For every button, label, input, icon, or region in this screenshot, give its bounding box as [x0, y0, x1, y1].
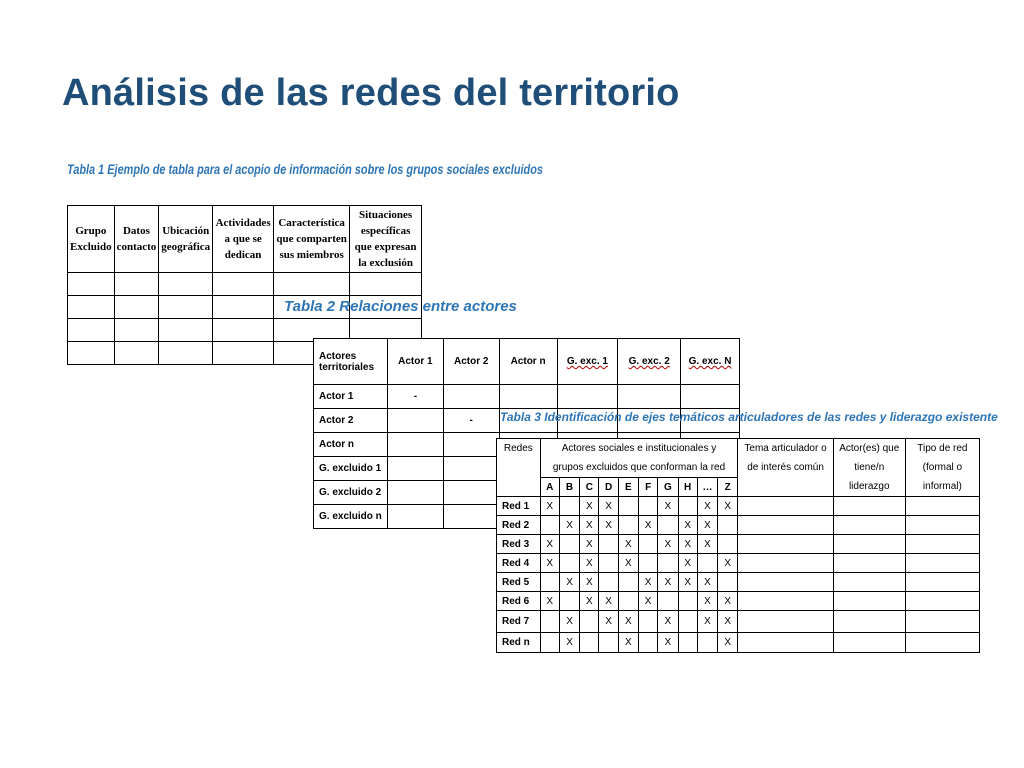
table3-empty-cell [540, 573, 559, 592]
table3-empty-cell [658, 516, 678, 535]
table3-empty-cell [678, 611, 697, 633]
table3-x-mark: X [599, 497, 618, 516]
table3-empty-cell [833, 535, 905, 554]
table2-row-label: G. excluido 2 [314, 481, 388, 505]
table1-empty-cell [114, 296, 159, 319]
table3-empty-cell [905, 592, 979, 611]
table3-x-mark: X [580, 573, 599, 592]
table3-empty-cell [599, 535, 618, 554]
table3-header-tipo: Tipo de red (formal o informal) [905, 439, 979, 497]
table3-letter-cell: C [580, 478, 599, 497]
table3-x-mark: X [658, 633, 678, 653]
table3-x-mark: X [718, 611, 738, 633]
table3-x-mark: X [718, 633, 738, 653]
table3-letter-cell: H [678, 478, 697, 497]
table3-empty-cell [905, 516, 979, 535]
table3-empty-cell [559, 535, 579, 554]
table3-x-mark: X [718, 497, 738, 516]
table1-empty-cell [159, 273, 213, 296]
table3-header-tema: Tema articulador o de interés común [738, 439, 833, 497]
table2-cell [387, 457, 443, 481]
table3-x-mark: X [638, 516, 657, 535]
table3-caption: Tabla 3 Identificación de ejes temáticos articuladores de las redes y liderazgo existente [500, 410, 998, 424]
table3-empty-cell [618, 573, 638, 592]
table3-x-mark: X [599, 516, 618, 535]
table3-letter-cell: F [638, 478, 657, 497]
table3-empty-cell [718, 516, 738, 535]
table3-empty-cell [658, 592, 678, 611]
table1-header-cell: Actividades a que se dedican [213, 206, 274, 273]
table3-x-mark: X [678, 554, 697, 573]
table1-empty-cell [350, 273, 422, 296]
table3-empty-cell [559, 554, 579, 573]
table3-letter-cell: A [540, 478, 559, 497]
table3-x-mark: X [559, 573, 579, 592]
table3-empty-cell [718, 535, 738, 554]
table3-empty-cell [905, 573, 979, 592]
table3-letter-cell: E [618, 478, 638, 497]
table3-empty-cell [738, 611, 833, 633]
table3-empty-cell [718, 573, 738, 592]
table2-header-cell: G. exc. 1 [557, 339, 618, 385]
table2-row-label: Actor 2 [314, 409, 388, 433]
table3-row-label: Red 2 [497, 516, 541, 535]
table2-cell [557, 385, 618, 409]
table2-header-cell: Actor n [499, 339, 557, 385]
table1-empty-cell [213, 319, 274, 342]
table2-row-label: G. excluido n [314, 505, 388, 529]
table3-x-mark: X [658, 611, 678, 633]
table3-empty-cell [833, 633, 905, 653]
table3-x-mark: X [559, 611, 579, 633]
table3-x-mark: X [559, 633, 579, 653]
table2-cell [499, 385, 557, 409]
table3-empty-cell [833, 573, 905, 592]
table2-diagonal-dash: - [443, 409, 499, 433]
table3-row [497, 516, 980, 535]
table3-row-label: Red 3 [497, 535, 541, 554]
table3-empty-cell [833, 611, 905, 633]
table3-empty-cell [905, 535, 979, 554]
table3-header-redes: Redes [497, 439, 541, 497]
table3-x-mark: X [678, 516, 697, 535]
table2-caption: Tabla 2 Relaciones entre actores [284, 298, 517, 315]
table3-empty-cell [638, 535, 657, 554]
table3-x-mark: X [580, 554, 599, 573]
table3-empty-cell [540, 516, 559, 535]
table3-empty-cell [738, 592, 833, 611]
table3-x-mark: X [678, 573, 697, 592]
table2-header-cell: Actor 1 [387, 339, 443, 385]
table3-row [497, 633, 980, 653]
table3-empty-cell [658, 554, 678, 573]
table2-cell [443, 505, 499, 529]
table1-empty-cell [213, 296, 274, 319]
table1-header-cell: Situaciones específicas que expresan la exclusión [350, 206, 422, 273]
table2-cell [443, 481, 499, 505]
table3-x-mark: X [697, 516, 717, 535]
table3-row-label: Red n [497, 633, 541, 653]
table3-x-mark: X [618, 633, 638, 653]
table3-row-label: Red 6 [497, 592, 541, 611]
table3-x-mark: X [540, 535, 559, 554]
table3-row-label: Red 4 [497, 554, 541, 573]
table3-x-mark: X [540, 554, 559, 573]
table3-letter-cell: B [559, 478, 579, 497]
table3-x-mark: X [618, 611, 638, 633]
table3-row [497, 611, 980, 633]
table2-cell [618, 385, 681, 409]
table3-x-mark: X [580, 535, 599, 554]
table1-empty-cell [114, 319, 159, 342]
table3-empty-cell [559, 497, 579, 516]
table3-x-mark: X [697, 592, 717, 611]
table3-empty-cell [833, 592, 905, 611]
table2-row-label: G. excluido 1 [314, 457, 388, 481]
table1-empty-cell [68, 319, 115, 342]
table1-empty-cell [213, 273, 274, 296]
table3-empty-cell [905, 497, 979, 516]
table1-header-row [68, 206, 422, 273]
table1-header-cell: Ubicación geográfica [159, 206, 213, 273]
table3-empty-cell [540, 611, 559, 633]
table3-empty-cell [580, 633, 599, 653]
table3-row-label: Red 7 [497, 611, 541, 633]
table3-letter-cell: G [658, 478, 678, 497]
table2-cell [387, 409, 443, 433]
table1-empty-cell [213, 342, 274, 365]
table3-x-mark: X [718, 554, 738, 573]
table3-empty-cell [618, 516, 638, 535]
table3-empty-cell [638, 611, 657, 633]
table1-header-cell: Característica que comparten sus miembros [274, 206, 350, 273]
table3-empty-cell [580, 611, 599, 633]
table2-cell [443, 385, 499, 409]
table2-cell [443, 457, 499, 481]
table3-empty-cell [618, 497, 638, 516]
table3 [496, 438, 980, 653]
table3-row-label: Red 5 [497, 573, 541, 592]
table3-x-mark: X [540, 592, 559, 611]
table3-empty-cell [678, 497, 697, 516]
table3-x-mark: X [559, 516, 579, 535]
table3-header-actores: Actores sociales e institucionales y grupos excluidos que conforman la red [540, 439, 738, 478]
table3-empty-cell [599, 633, 618, 653]
table2-cell [681, 385, 740, 409]
table3-row [497, 554, 980, 573]
table3-letter-cell: Z [718, 478, 738, 497]
table3-empty-cell [638, 554, 657, 573]
table3-x-mark: X [697, 611, 717, 633]
table3-x-mark: X [618, 535, 638, 554]
slide-title: Análisis de las redes del territorio [62, 72, 680, 114]
table3-empty-cell [697, 633, 717, 653]
table3-letter-cell: … [697, 478, 717, 497]
table3-empty-cell [559, 592, 579, 611]
table3-x-mark: X [697, 497, 717, 516]
table3-row [497, 592, 980, 611]
table2-row [314, 385, 740, 409]
table2-cell [387, 505, 443, 529]
table2-header-cell: G. exc. N [681, 339, 740, 385]
table3-x-mark: X [580, 497, 599, 516]
table3-empty-cell [738, 554, 833, 573]
table3-empty-cell [905, 611, 979, 633]
table1-header-cell: Grupo Excluido [68, 206, 115, 273]
table3-letter-cell: D [599, 478, 618, 497]
table3-x-mark: X [697, 535, 717, 554]
table3-x-mark: X [580, 592, 599, 611]
table3-empty-cell [599, 573, 618, 592]
table3-x-mark: X [540, 497, 559, 516]
table2-header-cell: Actores territoriales [314, 339, 388, 385]
table3-empty-cell [738, 633, 833, 653]
table3-header-row [497, 439, 980, 478]
table1-empty-cell [159, 296, 213, 319]
table3-empty-cell [738, 535, 833, 554]
table2-row-label: Actor n [314, 433, 388, 457]
table3-empty-cell [833, 497, 905, 516]
table1-empty-cell [114, 273, 159, 296]
table3-x-mark: X [697, 573, 717, 592]
table3-x-mark: X [658, 573, 678, 592]
table3-x-mark: X [678, 535, 697, 554]
table2-diagonal-dash: - [387, 385, 443, 409]
table3-empty-cell [905, 554, 979, 573]
table3-empty-cell [833, 516, 905, 535]
table3-x-mark: X [658, 497, 678, 516]
table3-empty-cell [905, 633, 979, 653]
table3-empty-cell [618, 592, 638, 611]
table3-empty-cell [697, 554, 717, 573]
table1-empty-cell [159, 319, 213, 342]
table3-x-mark: X [718, 592, 738, 611]
table3-empty-cell [738, 497, 833, 516]
table3-empty-cell [678, 633, 697, 653]
table1-header-cell: Datos contacto [114, 206, 159, 273]
table1-empty-cell [68, 342, 115, 365]
table2-cell [443, 433, 499, 457]
table3-x-mark: X [599, 592, 618, 611]
table3-x-mark: X [618, 554, 638, 573]
table2-cell [387, 481, 443, 505]
table3-x-mark: X [638, 573, 657, 592]
table3-empty-cell [678, 592, 697, 611]
table3-x-mark: X [580, 516, 599, 535]
table3-row [497, 497, 980, 516]
table3-empty-cell [599, 554, 618, 573]
table2-cell [387, 433, 443, 457]
table2-header-row [314, 339, 740, 385]
table2-row-label: Actor 1 [314, 385, 388, 409]
table3-header-liderazgo: Actor(es) que tiene/n liderazgo [833, 439, 905, 497]
table3-empty-cell [833, 554, 905, 573]
table3-row-label: Red 1 [497, 497, 541, 516]
table1-empty-cell [68, 273, 115, 296]
table1-empty-cell [68, 296, 115, 319]
table3-x-mark: X [658, 535, 678, 554]
table3-x-mark: X [638, 592, 657, 611]
table3-empty-cell [738, 516, 833, 535]
table3-x-mark: X [599, 611, 618, 633]
table3-row [497, 535, 980, 554]
table3-empty-cell [738, 573, 833, 592]
table3-empty-cell [540, 633, 559, 653]
table2-header-cell: Actor 2 [443, 339, 499, 385]
table3-empty-cell [638, 497, 657, 516]
table3-row [497, 573, 980, 592]
table3-empty-cell [638, 633, 657, 653]
table1-empty-cell [159, 342, 213, 365]
table1-empty-cell [114, 342, 159, 365]
table1-empty-row [68, 273, 422, 296]
table1-caption: Tabla 1 Ejemplo de tabla para el acopio de información sobre los grupos sociales excluidos [67, 161, 543, 177]
table2-header-cell: G. exc. 2 [618, 339, 681, 385]
table1-empty-cell [274, 273, 350, 296]
